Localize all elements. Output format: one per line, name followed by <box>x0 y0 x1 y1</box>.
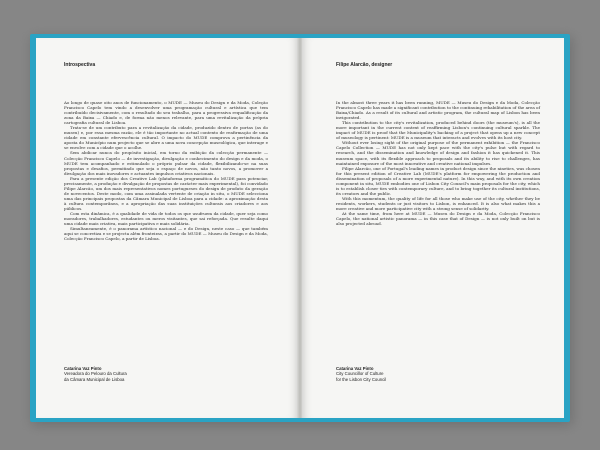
left-paragraph: Com esta dinâmica, é a qualidade de vida de todos os que usufruem da cidade, quer seja como moradores, trabalhadores, estudantes ou meros visitantes, que sai reforçada. Que resulte daqui uma cidade mais criativa, mais participativa e mais solidária. <box>64 211 268 227</box>
left-signature-title-2: da Câmara Municipal de Lisboa <box>64 376 125 382</box>
right-paragraph: In the almost three years it has been running, MUDE — Museu do Design e da Moda, Colecção Francisco Capelo has made a significant contribution to the continuing rehabilitation of the area of Baixa/Chiado. As a result of its cultural and artistic program, the cultural map of Lisbon has been invigorated. <box>336 100 540 121</box>
left-body-text <box>64 100 268 241</box>
left-paragraph: Para a presente edição dos Creative Lab (plataforma programática do MUDE para potenciar, precisamente, a produção e divulgação de propostas de carácter mais experimental), foi convidado Filipe Alarcão, um dos mais representativos nomes portugueses do design de produto da geração de novecentos. Deste modo, com uma assinalada vertente de criação in situ, o MUDE selecciona uma das principais propostas da Câmara Municipal de Lisboa para a cidade: a aproximação desta à cultura contemporânea, e a apropriação das suas instituições culturais aos criadores e aos públicos. <box>64 175 268 211</box>
right-page <box>302 38 564 418</box>
right-paragraph: Filipe Alarcão, one of Portugal's leading names in product design since the nineties, was chosen for this present edition of Creative Lab (MUDE's platform for empowering the production and dissemination of proposals of a more experimental nature). In this way, and with its own creation component in situ, MUDE embodies one of Lisbon City Council's main proposals for the city, which is to establish closer ties with contemporary culture, and to bring together its cultural institutions, its creators and the public. <box>336 165 540 196</box>
right-signature-title-1: City Councillor of Culture <box>336 371 384 377</box>
right-signature-name: Catarina Vaz Pinto <box>336 366 374 371</box>
right-paragraph: At the same time, from here at MUDE — Museu do Design e da Moda, Colecção Francisco Capelo, the national artistic panorama — in this case that of Design — is not only built on but is also projected abroad. <box>336 211 540 227</box>
right-signature <box>336 366 386 382</box>
left-signature <box>64 366 127 382</box>
right-running-head: Filipe Alarcão, designer <box>336 62 393 68</box>
right-body-text <box>336 100 540 226</box>
right-paragraph: Without ever losing sight of the original purpose of the permanent exhibition — the Francisco Capelo Collection — MUDE has not only kept pace with the city's pulse but with regard to research, and the dissemination and knowledge of design and fashion it has quickened it. This museum space, with its flexible approach to proposals and its ability to rise to challenges, has maintained exposure of the most innovative and creative national impulses. <box>336 140 540 166</box>
left-paragraph: Ao longo de quase oito anos de funcionamento, o MUDE — Museu do Design e da Moda, Coleção Francisco Capelo tem vindo a desenvolver uma programação cultural e artística que tem contribuído decisivamente, com o resultado do seu trabalho, para a progressiva requalificação da zona da Baixa — Chiado e, de forma não menos relevante, para uma revitalização da própria cartografia cultural de Lisboa. <box>64 100 268 126</box>
right-paragraph: This contribution to the city's revitalization, produced behind doors (the museum's), is all the more important in the current context of reaffirming Lisbon's continuing cultural sparkle. The impact of MUDE is proof that the Municipality's backing of a project that opens up a new concept of museology is pertinent: MUDE is a museum that interacts and evolves with its host city. <box>336 120 540 141</box>
left-paragraph: Sem abdicar nunca do propósito inicial, em torno da exibição da colecção permanente — Colecção Francisco Capelo — de investigação, divulgação e conhecimento do design e da moda, o MUDE tem acompanhado e estimulado o próprio pulsar da cidade, flexibilizando-se na suas propostas e desafios, permitindo que seja o espaço de novos, não tanto novos, a promover a divulgação dos mais inovadores e actuantes impulsos criativos nacionais. <box>64 150 268 176</box>
right-paragraph: With this momentum, the quality of life for all those who make use of the city, whether they be residents, workers, students or just visitors to Lisbon, is enhanced. It is also what makes this a more creative and more participative city with a strong sense of solidarity. <box>336 195 540 211</box>
left-paragraph: Simultaneamente, é o panorama artístico nacional — e do Design, neste caso — que também aqui se concretiza e se projecta além fronteiras, a partir do MUDE — Museu do Design e da Moda, Colecção Francisco Capelo, a partir de Lisboa. <box>64 226 268 242</box>
left-paragraph: Trata-se de um contributo para a revitalização da cidade, produzido dentro de portas (as do museu) e, por essa mesma razão, ele é tão importante no actual contexto de reafirmação de uma cidade em constante efervescência cultural. O impacto do MUDE comprova a pertinência da aposta do Município num projecto que se abre a uma nova concepção museológica, que interage e se envolve com a cidade que o acolhe. <box>64 125 268 151</box>
left-running-head: Introspectiva <box>64 62 96 68</box>
left-signature-title-1: Vereadora do Pelouro da Cultura <box>64 371 127 377</box>
right-signature-title-2: for the Lisbon City Council <box>336 376 387 382</box>
left-page <box>36 38 298 418</box>
left-signature-name: Catarina Vaz Pinto <box>64 366 102 371</box>
